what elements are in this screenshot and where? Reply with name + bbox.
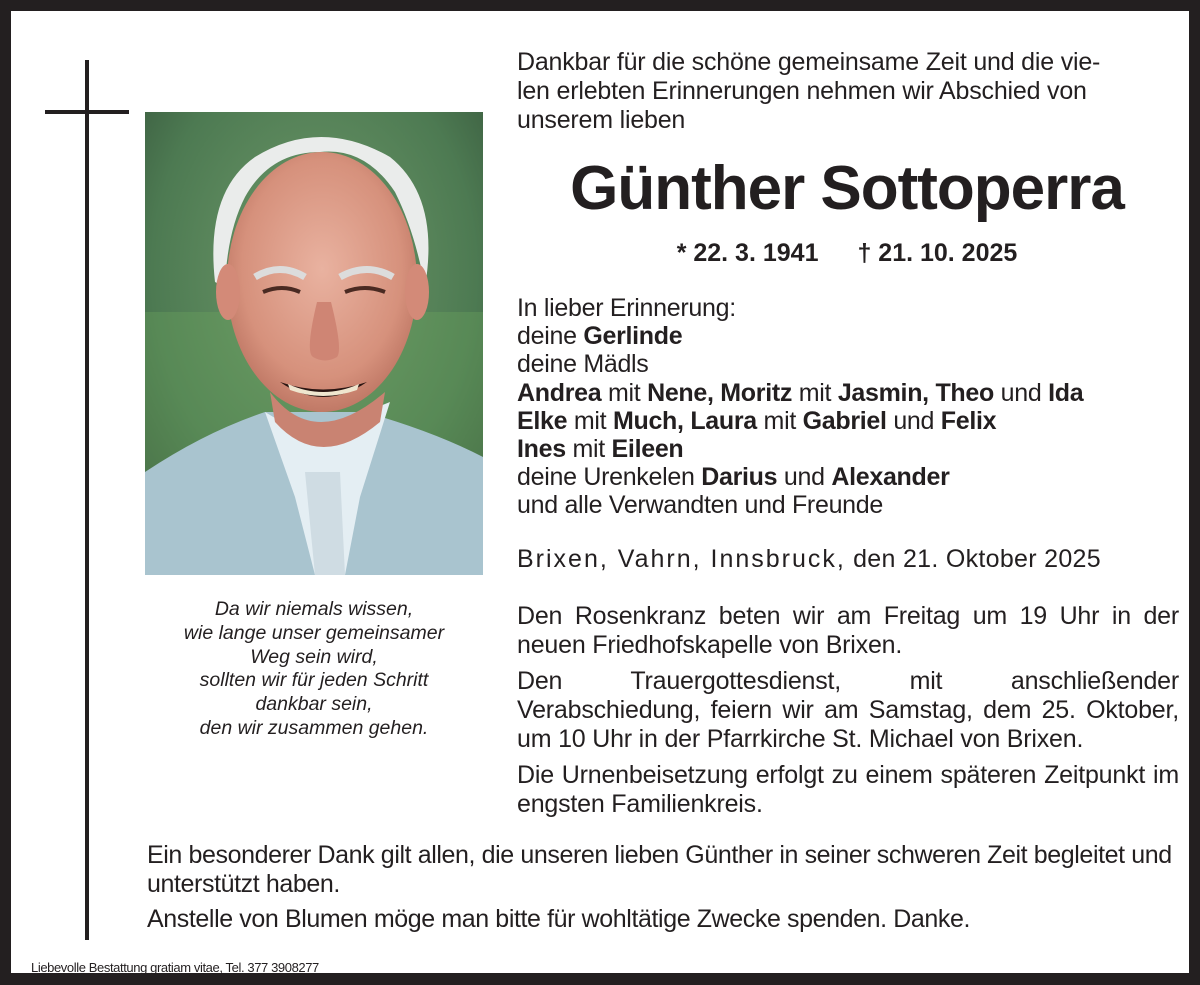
family-text: mit <box>565 435 612 464</box>
family-text: deine Mädls <box>517 350 649 379</box>
family-list <box>517 294 1177 520</box>
family-line <box>517 463 1177 491</box>
family-line <box>517 322 1177 350</box>
family-text: deine <box>517 322 584 351</box>
family-member-name: Ines <box>517 435 566 464</box>
family-member-name: Eileen <box>611 435 684 464</box>
family-text: und <box>886 406 941 435</box>
poem-line: wie lange unser gemeinsamer <box>183 621 445 644</box>
obituary-notice <box>11 11 1189 973</box>
family-line <box>517 294 1177 322</box>
poem-line: dankbar sein, <box>255 693 373 716</box>
urn-burial-info: Die Urnenbeisetzung erfolgt zu einem späteren Zeitpunkt im engsten Familienkreis. <box>517 761 1179 818</box>
death-date: † 21. 10. 2025 <box>857 239 1018 267</box>
family-member-name: Gerlinde <box>583 322 683 351</box>
intro-line: Dankbar für die schöne gemeinsame Zeit und die vie- <box>517 48 1101 76</box>
service-details <box>517 602 1179 826</box>
family-text: mit <box>756 406 803 435</box>
family-text: und <box>993 378 1049 407</box>
family-member-name: Jasmin, Theo <box>837 378 994 407</box>
life-dates <box>517 239 1177 268</box>
thanks-text: Ein besonderer Dank gilt allen, die unseren lieben Günther in seiner schweren Zeit begleitet und unterstützt haben. <box>147 841 1172 898</box>
place-and-date <box>517 545 1177 574</box>
deceased-name: Günther Sottoperra <box>570 154 1124 223</box>
family-text: In lieber Erinnerung: <box>517 294 736 322</box>
poem-line: Da wir niemals wissen, <box>214 598 414 620</box>
family-text: und alle Verwandten und Freunde <box>517 491 883 520</box>
family-member-name: Ida <box>1048 378 1084 407</box>
family-member-name: Much, Laura <box>612 406 757 435</box>
family-text: und <box>777 463 832 492</box>
family-text: deine Urenkelen <box>517 463 702 492</box>
intro-line: unserem lieben <box>517 106 686 134</box>
family-line <box>517 379 1177 407</box>
latin-cross-icon-beam <box>45 110 129 114</box>
family-text: mit <box>567 406 613 435</box>
intro-line: len erlebten Erinnerungen nehmen wir Abschied von <box>517 77 1087 105</box>
birth-date: * 22. 3. 1941 <box>676 239 819 267</box>
date-text: den 21. Oktober 2025 <box>853 545 1101 573</box>
acknowledgements <box>147 841 1179 940</box>
family-member-name: Gabriel <box>802 406 887 435</box>
memorial-poem <box>145 598 483 741</box>
locations: Brixen, Vahrn, Innsbruck, <box>517 545 846 573</box>
intro-text <box>517 48 1177 135</box>
family-line <box>517 350 1177 378</box>
latin-cross-icon <box>85 60 89 940</box>
family-text: mit <box>792 378 838 407</box>
family-member-name: Darius <box>701 463 778 492</box>
poem-line: sollten wir für jeden Schritt <box>199 669 429 692</box>
funeral-home-credit: Liebevolle Bestattung gratiam vitae, Tel. 377 3908277 <box>31 960 319 975</box>
poem-line: Weg sein wird, <box>250 645 378 668</box>
family-line <box>517 435 1177 463</box>
portrait-photo <box>145 112 483 575</box>
family-line <box>517 407 1177 435</box>
portrait-illustration <box>145 112 483 575</box>
family-line <box>517 491 1177 519</box>
family-text: mit <box>601 378 648 407</box>
family-member-name: Alexander <box>831 463 950 492</box>
family-member-name: Felix <box>940 406 997 435</box>
donation-request: Anstelle von Blumen möge man bitte für wohltätige Zwecke spenden. Danke. <box>147 905 971 933</box>
poem-line: den wir zusammen gehen. <box>199 716 429 739</box>
family-member-name: Nene, Moritz <box>647 378 793 407</box>
rosary-info: Den Rosenkranz beten wir am Freitag um 19 Uhr in der neuen Friedhofskapelle von Brixen. <box>517 602 1179 659</box>
family-member-name: Andrea <box>517 378 602 407</box>
family-member-name: Elke <box>517 406 568 435</box>
funeral-service-info: Den Trauergottesdienst, mit anschließender Verabschiedung, feiern wir am Samstag, dem 25. Oktober, um 10 Uhr in der Pfarrkirche St. Michael von Brixen. <box>517 667 1179 753</box>
